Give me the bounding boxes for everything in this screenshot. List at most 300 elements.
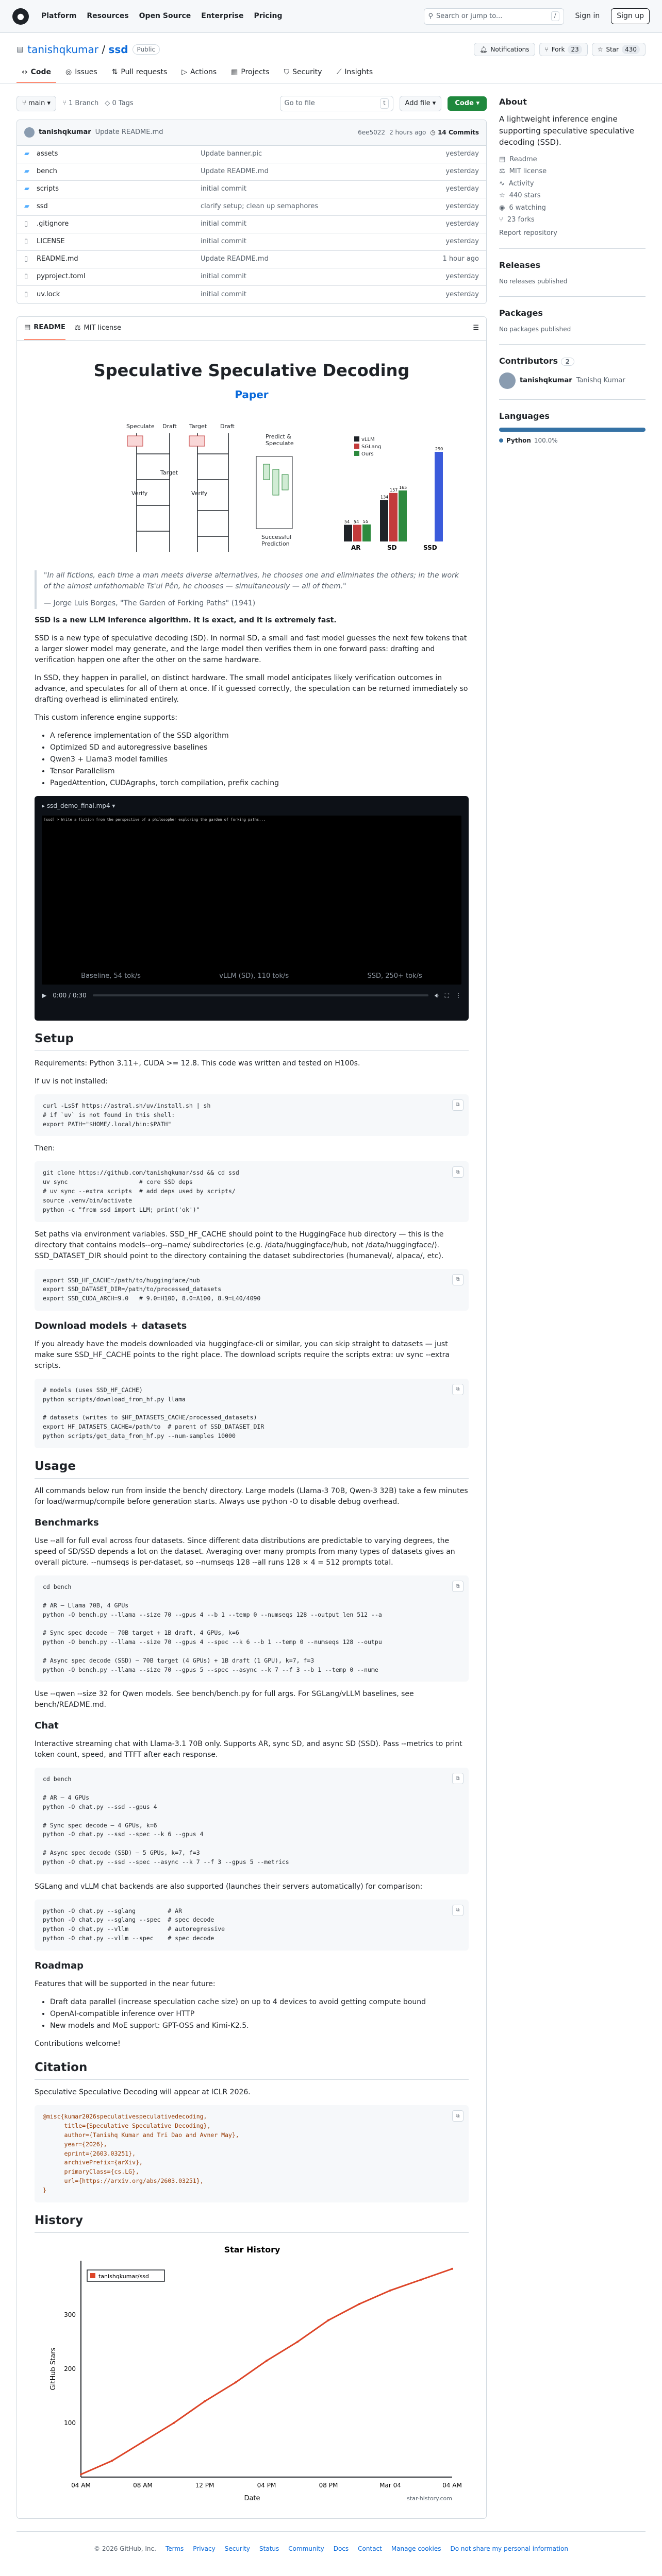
- fig-speed-bars: [344, 447, 443, 551]
- code-text: export SSD_HF_CACHE=/path/to/huggingface/hub export SSD_DATASET_DIR=/path/to/processed_datasets export SSD_CUDA_ARCH=9.0 # 9.0=H100, 8.0=A100, 8.9=L40/4090: [43, 1276, 261, 1302]
- notifications-label: Notifications: [490, 46, 529, 53]
- video-progress[interactable]: [93, 994, 428, 996]
- file-commit-message[interactable]: Update banner.pic: [201, 150, 262, 158]
- languages-section: [499, 410, 646, 455]
- tab-security[interactable]: [279, 63, 327, 83]
- graph-icon: ⟋: [336, 68, 342, 76]
- license-link[interactable]: [499, 166, 646, 177]
- roadmap-item: • OpenAI-compatible inference over HTTP: [50, 2009, 469, 2020]
- paper-link[interactable]: Paper: [235, 388, 269, 401]
- file-icon: ▯: [24, 290, 28, 298]
- file-commit-message[interactable]: initial commit: [201, 273, 247, 281]
- about-forks: 23 forks: [507, 216, 535, 224]
- watchers-link[interactable]: [499, 203, 646, 213]
- file-row[interactable]: [17, 181, 486, 198]
- file-name[interactable]: .gitignore: [37, 220, 69, 228]
- commits-link[interactable]: [430, 128, 479, 137]
- fork-icon: ⑂: [544, 46, 549, 53]
- chat-text: Interactive streaming chat with Llama-3.1 70B only. Supports AR, sync SD, and async SD (SSD). Pass --metrics to print token count, speed, and TTFT after each response.: [35, 1740, 462, 1759]
- contributor-fullname: Tanishq Kumar: [576, 377, 625, 385]
- notifications-button[interactable]: [474, 43, 535, 56]
- fig-label-success-2: Prediction: [261, 540, 290, 547]
- video-frame: [42, 816, 461, 985]
- search-kbd: /: [551, 11, 559, 21]
- file-name[interactable]: assets: [37, 150, 58, 158]
- go-to-file-label: Go to file: [284, 99, 315, 107]
- footer-manage-cookies[interactable]: Manage cookies: [391, 2545, 441, 2553]
- file-name-cell: [24, 254, 201, 264]
- file-row[interactable]: [17, 198, 486, 216]
- branch-select[interactable]: ⑂ main ▾: [16, 96, 56, 111]
- history-heading: History: [35, 2212, 469, 2233]
- tab-pull-requests-label: Pull requests: [121, 68, 168, 76]
- code-block-bibtex: [35, 2105, 469, 2202]
- about-section: [499, 96, 646, 249]
- repo-name-link[interactable]: ssd: [108, 43, 128, 56]
- releases-heading[interactable]: Releases: [499, 260, 541, 270]
- contributor-item[interactable]: [499, 372, 646, 389]
- video-filename: ssd_demo_final.mp4: [46, 802, 110, 809]
- main-column: [16, 96, 487, 2519]
- law-icon: ⚖: [499, 167, 505, 175]
- watermark: star-history.com: [407, 2495, 452, 2502]
- y-axis-label: GitHub Stars: [49, 2347, 57, 2391]
- file-commit-message[interactable]: Update README.md: [201, 255, 269, 263]
- contributors-heading[interactable]: [499, 355, 646, 367]
- go-to-file-input[interactable]: [280, 96, 393, 111]
- roadmap-list: [50, 1997, 469, 2031]
- fig-label-target-2: Target: [160, 469, 178, 476]
- about-activity: Activity: [508, 179, 534, 188]
- folder-icon: ▰: [24, 150, 29, 158]
- intro-p1: SSD is a new type of speculative decoding (SD). In normal SD, a small and fast model guesses the next few tokens that a larger slower model may generate, and the large model then verifies them in one forward pass: drafting and verification happen one after the other on the same hardware.: [35, 634, 467, 664]
- series-point: [80, 2473, 82, 2476]
- visibility-badge: Public: [133, 44, 160, 55]
- copy-icon[interactable]: ⧉: [452, 1166, 464, 1178]
- code-icon: ‹›: [22, 68, 28, 76]
- book-icon: ▤: [499, 155, 506, 163]
- fig-label-draft-2: Draft: [220, 422, 235, 430]
- intro-p2: In SSD, they happen in parallel, on distinct hardware. The small model anticipates likely verification outcomes in advance, and speculates for all of them at once. If it guessed correctly, the speculation can be returned immediately so drafting overhead is eliminated entirely.: [35, 673, 468, 704]
- code-text: @misc{kumar2026speculativespeculativedecoding, title={Speculative Speculative Decoding}, author={Tanishq Kumar and Tri Dao and Avner May}, year={2026}, eprint={2603.03251}, archivePrefix={arXiv}, primaryClass={cs.LG}, url={https://arxiv.org/abs/2603.03251}, }: [43, 2113, 239, 2194]
- code-text: # models (uses SSD_HF_CACHE) python scripts/download_from_hf.py llama # datasets (writes to $HF_DATASETS_CACHE/processed_datasets) export HF_DATASETS_CACHE=/path/to # parent of SSD_DATASET_DIR python scripts/get_data_from_hf.py --num-samples 10000: [43, 1386, 264, 1439]
- lead-text: SSD is a new LLM inference algorithm. It is exact, and it is extremely fast.: [35, 616, 337, 624]
- file-date: yesterday: [445, 273, 479, 281]
- language-bar: [499, 428, 646, 432]
- file-row[interactable]: [17, 233, 486, 251]
- star-label: Star: [606, 46, 619, 53]
- sign-in-link[interactable]: Sign in: [575, 12, 600, 20]
- x-tick-label: 04 PM: [257, 2482, 276, 2489]
- tab-projects[interactable]: [226, 63, 274, 83]
- series-point: [296, 2341, 299, 2343]
- file-date: yesterday: [445, 150, 479, 158]
- language-item[interactable]: [499, 436, 646, 445]
- series-point: [204, 2400, 206, 2402]
- file-name-cell: [24, 149, 201, 159]
- file-date: yesterday: [445, 220, 479, 228]
- footer-contact[interactable]: Contact: [358, 2545, 382, 2553]
- about-description: A lightweight inference engine supporting speculative speculative decoding (SSD).: [499, 114, 634, 147]
- branches-link[interactable]: ⑂ 1 Branch: [62, 99, 99, 107]
- commit-author[interactable]: tanishqkumar: [39, 128, 91, 137]
- file-commit-message[interactable]: initial commit: [201, 238, 247, 246]
- tab-pull-requests[interactable]: [107, 63, 173, 83]
- video-title: ▸ ssd_demo_final.mp4 ▾: [42, 802, 115, 809]
- readme-panel: [16, 316, 487, 2519]
- fig-label-success: Successful: [261, 533, 292, 540]
- file-name-cell: [24, 236, 201, 247]
- contributors-title: Contributors: [499, 356, 558, 366]
- series-point: [420, 2279, 422, 2281]
- supports-item: • Tensor Parallelism: [50, 766, 469, 777]
- file-row[interactable]: [17, 286, 486, 303]
- video-terminal-text: [ssd] > Write a fiction from the perspective of a philosopher exploring the garden of forking paths...: [44, 817, 416, 822]
- tab-issues[interactable]: [60, 63, 103, 83]
- file-date: yesterday: [445, 290, 479, 298]
- top-nav: [41, 11, 283, 22]
- packages-text: No packages published: [499, 326, 571, 333]
- star-icon: ☆: [597, 46, 603, 53]
- file-commit-message[interactable]: Update README.md: [201, 167, 269, 176]
- y-tick-label: 100: [64, 2419, 76, 2427]
- fig-legend-swatch-1: [354, 436, 359, 442]
- fig-bar-value: 54: [354, 519, 359, 524]
- setup-text: Requirements: Python 3.11+, CUDA >= 12.8. This code was written and tested on H100s.: [35, 1059, 360, 1067]
- chat-heading: Chat: [35, 1720, 59, 1732]
- commit-time: 2 hours ago: [389, 129, 426, 136]
- tab-insights[interactable]: [332, 63, 378, 83]
- branch-icon: ⑂: [22, 99, 28, 107]
- quote-text: "In all fictions, each time a man meets diverse alternatives, he chooses one and eliminates the others; in the work of the almost unfathomable Ts'ui Pên, he chooses — simultaneously — all of them.": [44, 571, 459, 590]
- quote-cite: — Jorge Luis Borges, "The Garden of Forking Paths" (1941): [44, 599, 256, 607]
- file-name[interactable]: pyproject.toml: [37, 273, 86, 281]
- copy-icon[interactable]: ⧉: [452, 2110, 464, 2122]
- file-date: 1 hour ago: [442, 255, 479, 263]
- roadmap-item: • Draft data parallel (increase speculation cache size) on up to 4 devices to avoid getting compute bound: [50, 1997, 469, 2008]
- code-block-clone: [35, 1161, 469, 1222]
- star-count: 430: [622, 45, 640, 54]
- search-icon: ⚲: [428, 12, 434, 20]
- pull-request-icon: ⇅: [111, 68, 118, 76]
- tags-link[interactable]: ◇ 0 Tags: [105, 99, 134, 107]
- file-row[interactable]: [17, 216, 486, 233]
- star-icon: ☆: [499, 192, 505, 199]
- avatar[interactable]: [24, 127, 35, 138]
- series-point: [358, 2303, 360, 2305]
- footer-privacy[interactable]: Privacy: [193, 2545, 216, 2553]
- code-block-bench: [35, 1575, 469, 1682]
- table-icon: ▦: [231, 68, 238, 76]
- file-commit-message[interactable]: initial commit: [201, 185, 247, 193]
- outline-icon[interactable]: ☰: [473, 324, 479, 332]
- demo-video[interactable]: [35, 796, 469, 1021]
- nav-resources[interactable]: Resources: [87, 12, 129, 20]
- borges-quote: [35, 570, 469, 609]
- nav-enterprise[interactable]: Enterprise: [201, 12, 244, 20]
- about-list: [499, 155, 646, 225]
- language-name: Python: [506, 437, 531, 444]
- usage-heading: Usage: [35, 1458, 469, 1479]
- fig-bar-value: 134: [380, 495, 389, 500]
- video-time: 0:00 / 0:30: [53, 991, 87, 999]
- contributor-login: tanishqkumar: [520, 377, 572, 385]
- copy-icon[interactable]: ⧉: [452, 1099, 464, 1111]
- repo-icon: ▤: [16, 45, 24, 54]
- file-name[interactable]: LICENSE: [37, 238, 65, 246]
- banner-figure: [35, 408, 469, 562]
- more-icon[interactable]: ⋮: [455, 991, 461, 999]
- legend-swatch: [90, 2273, 95, 2278]
- qwen-text: Use --qwen --size 32 for Qwen models. See bench/bench.py for full args. For SGLang/vLLM baselines, see bench/README.md.: [35, 1690, 414, 1709]
- roadmap-heading: Roadmap: [35, 1960, 84, 1971]
- fig-bar: [389, 493, 398, 541]
- x-tick-label: Mar 04: [379, 2482, 401, 2489]
- tab-license[interactable]: [75, 316, 121, 340]
- star-button[interactable]: [592, 43, 646, 56]
- activity-link[interactable]: [499, 179, 646, 189]
- code-block-env: [35, 1269, 469, 1311]
- code-text: git clone https://github.com/tanishqkumar/ssd && cd ssd uv sync # core SSD deps # uv sync --extra scripts # add deps used by scripts/ source .venv/bin/activate python -c "from ssd import LLM; print('ok')": [43, 1169, 239, 1213]
- file-commit-message[interactable]: initial commit: [201, 220, 247, 228]
- env-text: Set paths via environment variables. SSD_HF_CACHE should point to the HuggingFace hub directory — this is the directory that contains models--org--name/ subdirectories (e.g. /data/huggingface/hub, not /data/huggingface/). SSD_DATASET_DIR should point to the directory containing the dataset subdirectories (humaneval/, alpaca/, etc).: [35, 1230, 444, 1260]
- file-name-cell: [24, 219, 201, 229]
- language-percent: 100.0%: [534, 437, 558, 444]
- go-to-file-kbd: t: [380, 98, 388, 109]
- footer-docs[interactable]: Docs: [333, 2545, 349, 2553]
- book-icon: ▤: [24, 324, 31, 332]
- tab-insights-label: Insights: [344, 68, 373, 76]
- series-point: [235, 2381, 237, 2383]
- supports-item: • Qwen3 + Llama3 model families: [50, 754, 469, 765]
- video-controls: [42, 991, 461, 1000]
- copy-icon[interactable]: ⧉: [452, 1581, 464, 1592]
- file-commit-message[interactable]: clarify setup; clean up semaphores: [201, 202, 319, 211]
- report-repository-link[interactable]: Report repository: [499, 229, 557, 237]
- file-toolbar: [16, 96, 487, 111]
- footer-status[interactable]: Status: [259, 2545, 279, 2553]
- fork-button[interactable]: [539, 43, 588, 56]
- code-text: python -O chat.py --sglang # AR python -O chat.py --sglang --spec # spec decode python -O chat.py --vllm # autoregressive python -O chat.py --vllm --spec # spec decode: [43, 1907, 225, 1942]
- fig-bar-value: 54: [344, 519, 350, 524]
- about-stars: 440 stars: [509, 192, 541, 199]
- series-point: [451, 2268, 453, 2270]
- fork-icon: ⑂: [499, 216, 503, 224]
- fig-legend-swatch-2: [354, 444, 359, 449]
- roadmap-item: • New models and MoE support: GPT-OSS and Kimi-K2.5.: [50, 2021, 469, 2031]
- code-block-sglang: [35, 1900, 469, 1951]
- code-text: cd bench # AR — 4 GPUs python -O chat.py --ssd --gpus 4 # Sync spec decode — 4 GPUs, k=6 python -O chat.py --ssd --spec --k 6 --gpus 4 # Async spec decode (SSD) — 5 GPUs, k=7, f=3 python -O chat.py --ssd --spec --async --k 7 --f 3 --gpus 5 --metrics: [43, 1775, 289, 1866]
- about-watching: 6 watching: [509, 204, 546, 212]
- fig-bar: [380, 500, 388, 541]
- video-label-vllm: vLLM (SD), 110 tok/s: [219, 972, 289, 980]
- footer-community[interactable]: Community: [288, 2545, 324, 2553]
- fig-group-label: SSD: [423, 544, 437, 551]
- law-icon: ⚖: [74, 324, 81, 332]
- code-text: curl -LsSf https://astral.sh/uv/install.sh | sh # if `uv` is not found in this shell: export PATH="$HOME/.local/bin:$PATH": [43, 1102, 211, 1128]
- tab-actions[interactable]: [176, 63, 222, 83]
- fig-bar: [344, 524, 352, 541]
- download-heading: Download models + datasets: [35, 1320, 187, 1331]
- tab-code[interactable]: [16, 63, 56, 83]
- fork-count: 23: [568, 45, 582, 54]
- footer-do-not-share[interactable]: Do not share my personal information: [450, 2545, 568, 2553]
- video-label-baseline: Baseline, 54 tok/s: [81, 972, 141, 980]
- series-point: [173, 2422, 175, 2424]
- fig-bar-value: 157: [390, 487, 398, 493]
- fig-group-label: AR: [351, 544, 361, 551]
- sglang-text: SGLang and vLLM chat backends are also supported (launches their servers automatically) for comparison:: [35, 1882, 423, 1891]
- contributors-count: 2: [561, 358, 574, 366]
- benchmarks-text: Use --all for full eval across four datasets. Since different data distributions are predictable to varying degrees, the speed of SD/SSD depends a lot on the dataset. Averaging over many prompts from many types of datasets gives an overall picture. --numseqs is per-dataset, so --numseqs 128 --all runs 128 × 4 = 512 prompts total.: [35, 1537, 455, 1567]
- file-row[interactable]: [17, 251, 486, 268]
- repo-owner-link[interactable]: tanishqkumar: [27, 43, 98, 56]
- footer-terms[interactable]: Terms: [165, 2545, 184, 2553]
- file-name-cell: [24, 201, 201, 212]
- copy-icon[interactable]: ⧉: [452, 1773, 464, 1784]
- nav-pricing[interactable]: Pricing: [254, 12, 283, 20]
- latest-commit: [17, 120, 486, 146]
- nav-open-source[interactable]: Open Source: [139, 12, 191, 20]
- fig-box-1: [127, 436, 143, 446]
- code-button-label: Code: [455, 99, 474, 107]
- eye-icon: ◉: [499, 204, 505, 212]
- sign-up-button[interactable]: Sign up: [611, 8, 650, 24]
- fig-bar: [399, 490, 407, 541]
- file-icon: ▯: [24, 238, 28, 246]
- fig-label-target: Target: [189, 422, 207, 430]
- play-icon[interactable]: ▶: [42, 991, 47, 999]
- fig-label-speculate: Speculate: [126, 422, 155, 430]
- file-name[interactable]: scripts: [37, 185, 59, 193]
- fig-label-predict: Predict &: [266, 433, 291, 440]
- file-name[interactable]: README.md: [37, 255, 78, 263]
- top-bar: [0, 0, 662, 33]
- contributors-section: [499, 355, 646, 400]
- tags-count: 0 Tags: [112, 99, 134, 107]
- commit-hash[interactable]: 6ee5022: [358, 129, 386, 136]
- readme-tabs: [17, 317, 486, 341]
- file-row[interactable]: [17, 268, 486, 286]
- volume-icon[interactable]: 🔊︎: [435, 991, 439, 999]
- star-history-svg: [35, 2240, 470, 2508]
- fig-legend: [354, 436, 381, 457]
- tab-license-label: MIT license: [84, 324, 122, 332]
- readme-link[interactable]: [499, 155, 646, 165]
- copy-icon[interactable]: ⧉: [452, 1384, 464, 1395]
- fig-box-2: [189, 436, 205, 446]
- repo-header: [0, 33, 662, 83]
- add-file-label: Add file: [405, 99, 431, 107]
- intro-p3: This custom inference engine supports:: [35, 713, 178, 722]
- y-tick-label: 200: [64, 2365, 76, 2373]
- tab-readme-label: README: [34, 324, 65, 332]
- file-name-cell: [24, 272, 201, 282]
- repo-title: tanishqkumar / ssd: [27, 43, 128, 56]
- setup-heading: Setup: [35, 1030, 469, 1052]
- fig-box-5: [273, 469, 279, 495]
- fig-bar-value: 55: [363, 519, 369, 524]
- copy-icon[interactable]: ⧉: [452, 1274, 464, 1285]
- code-button[interactable]: Code ▾: [448, 96, 487, 111]
- file-row[interactable]: [17, 163, 486, 181]
- x-tick-label: 08 AM: [133, 2482, 153, 2489]
- series-line: [81, 2269, 452, 2475]
- file-name-cell: [24, 166, 201, 177]
- tab-readme[interactable]: [24, 316, 65, 340]
- file-name[interactable]: uv.lock: [37, 290, 60, 298]
- star-history-chart[interactable]: [35, 2240, 469, 2508]
- issue-icon: ◎: [65, 68, 72, 76]
- video-labels: [42, 971, 461, 981]
- sidebar: [499, 96, 646, 2519]
- copy-icon[interactable]: ⧉: [452, 1905, 464, 1916]
- packages-heading[interactable]: Packages: [499, 308, 543, 318]
- legend-label: tanishqkumar/ssd: [98, 2273, 149, 2280]
- history-icon: ◷: [430, 129, 438, 136]
- file-icon: ▯: [24, 255, 28, 263]
- fig-group-label: SD: [387, 544, 397, 551]
- fig-legend-3: Ours: [361, 451, 374, 457]
- file-commit-message[interactable]: initial commit: [201, 290, 247, 298]
- file-date: yesterday: [445, 185, 479, 193]
- file-row[interactable]: [17, 146, 486, 163]
- commit-message[interactable]: Update README.md: [95, 128, 163, 137]
- file-browser: [16, 120, 487, 304]
- file-name[interactable]: bench: [37, 167, 57, 176]
- file-date: yesterday: [445, 202, 479, 211]
- series-point: [266, 2360, 268, 2362]
- bell-icon: 🔔︎: [479, 46, 488, 53]
- add-file-button[interactable]: Add file ▾: [400, 96, 442, 111]
- contrib-text: Contributions welcome!: [35, 2039, 121, 2048]
- banner-svg: [35, 408, 470, 562]
- fig-bar: [362, 524, 371, 541]
- video-label-ssd: SSD, 250+ tok/s: [367, 972, 422, 980]
- series-point: [327, 2319, 329, 2321]
- search-input[interactable]: [424, 8, 564, 25]
- releases-section: [499, 259, 646, 297]
- about-heading: About: [499, 97, 527, 107]
- code-block-download: [35, 1379, 469, 1448]
- forks-link[interactable]: [499, 215, 646, 225]
- commits-count: 14 Commits: [438, 129, 479, 136]
- fig-bar-value: 165: [399, 485, 407, 490]
- file-icon: ▯: [24, 273, 28, 281]
- tab-issues-label: Issues: [75, 68, 97, 76]
- branch-name: main: [28, 99, 45, 107]
- tab-actions-label: Actions: [190, 68, 217, 76]
- file-date: yesterday: [445, 238, 479, 246]
- about-license: MIT license: [509, 167, 547, 175]
- file-name-cell: [24, 184, 201, 194]
- fig-box-6: [282, 474, 288, 490]
- benchmarks-heading: Benchmarks: [35, 1517, 99, 1529]
- fullscreen-icon[interactable]: ⛶: [444, 991, 449, 999]
- pulse-icon: ∿: [499, 179, 505, 188]
- shield-icon: ⛉: [284, 68, 290, 76]
- stars-link[interactable]: [499, 191, 646, 201]
- fig-box-4: [263, 464, 270, 480]
- github-logo-icon[interactable]: ●: [12, 8, 29, 25]
- fig-boxes: [127, 436, 292, 529]
- fig-label-predict-2: Speculate: [266, 439, 294, 447]
- supports-item: • A reference implementation of the SSD algorithm: [50, 731, 469, 741]
- file-name[interactable]: ssd: [37, 202, 48, 211]
- uv-note: If uv is not installed:: [35, 1077, 108, 1086]
- nav-platform[interactable]: Platform: [41, 12, 77, 20]
- footer-security[interactable]: Security: [224, 2545, 251, 2553]
